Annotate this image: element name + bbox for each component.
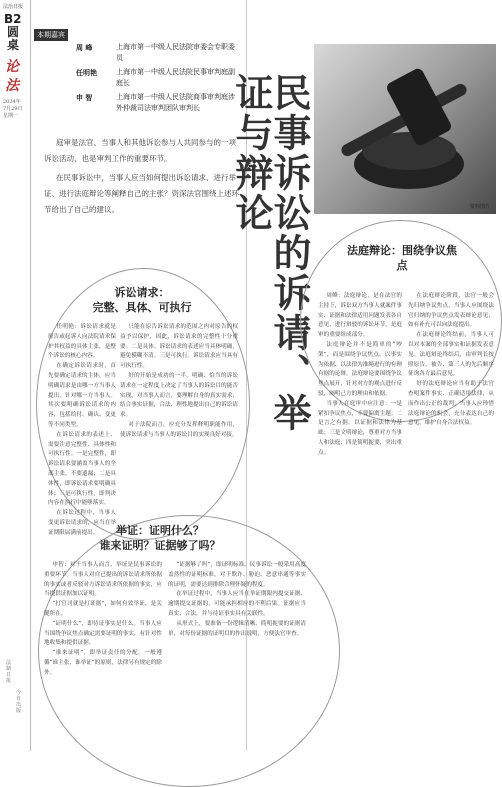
- guest-desc: 上海市第一中级人民法院民事审判庭副庭长: [116, 68, 235, 87]
- paragraph: 在确定诉讼请求时，首先要确定请求的主体，应当明确请求是由哪一方当事人提出，针对哪一方当事人。其次要明确诉讼请求的内容，包括给付、确认、变更等不同类型。: [48, 363, 116, 428]
- date-day: 7月29日: [3, 106, 23, 112]
- heading-line: 诉讼请求：: [114, 286, 170, 299]
- guest-desc: 上海市第一中级人民法院商事审判庭涉外仲裁司法审判团队审判长: [116, 93, 235, 112]
- heading-line: 完整、具体、可执行: [92, 301, 192, 314]
- intro-paragraph: 在民事诉讼中，当事人应当如何提出诉讼请求、进行举证、进行法庭辩论等阐释自己的主张？资深法官围绕上述环节给出了自己的建议。: [44, 173, 239, 214]
- paragraph: 当事人在庭审中应注意：一是紧扣争议焦点，不要偏离主题；二是言之有据，以证据和法律为基础；三是文明辩论，尊重对方当事人和法庭；四是简明扼要，突出重点。: [318, 400, 402, 456]
- paragraph: 对于法院而言，应充分发挥释明职能作用，使诉讼请求与当事人的诉讼目的实现良好对接。: [120, 421, 238, 438]
- date-year: 2024年: [3, 99, 21, 105]
- guest-desc: 上海市第一中级人民法院审委会专职委员: [116, 43, 235, 62]
- paragraph: 在法庭辩论终结前，当事人可以对本案的全部事实和证据发表意见。法庭辩论终结后，由审判长按照原告、被告、第三人的先后顺序征询各方最后意见。: [408, 332, 494, 378]
- side-note: 法制日报: [6, 660, 12, 684]
- paragraph: 从形式上，要准备一份逻辑清晰、简明扼要的证据清单，对每份证据的证明目的作出说明，方便法官审查。: [168, 620, 306, 637]
- paragraph: 任明艳：诉讼请求就是原告或起诉人向法院请求保护其权益的具体主张，是整个诉讼的核心内容。: [48, 324, 116, 360]
- intro-paragraph: 庭审是法官、当事人和其他诉讼参与人共同参与的一项诉讼活动，也是审判工作的重要环节。: [44, 138, 236, 163]
- paragraph: “证明什么”，即待证事实是什么。当事人应当围绕争议焦点确定需要证明的事实，有针对性地收集和提供证据。: [44, 620, 162, 647]
- guest-name: 周 峰: [76, 43, 93, 52]
- paragraph: 在诉讼请求的表述上，需要注意完整性、具体性和可执行性。一是完整性，即诉讼请求要涵盖当事人的全部主张，不要遗漏；二是具体性，即诉讼请求要明确具体；三是可执行性，即判决内容在执行中能够落实。: [48, 431, 116, 507]
- heading-line: 举证：证明什么？: [116, 524, 204, 537]
- article-column: [120, 323, 238, 523]
- section-heading-debate: 法庭辩论：围绕争议焦点: [347, 244, 457, 272]
- paper-name: 法治日报: [3, 4, 24, 10]
- intro-text: [44, 135, 239, 221]
- paragraph: 只能在原告诉讼请求的范围之内对原告的权益予以保护，因此，诉讼请求的完整性十分重要。二是具体。诉讼请求的表述应当具体明确，避免模糊不清。三是可执行。诉讼请求应当具有可执行性。: [120, 324, 238, 370]
- guest-name: 申 智: [76, 93, 93, 102]
- article-column: [44, 561, 162, 741]
- section-heading-claims: [72, 285, 212, 315]
- paragraph: 好的法庭辩论应当有助于法官查明案件事实、正确适用法律，从而作出公正的裁判。当事人应珍惜法庭辩论的机会，充分表达自己的意见，维护自身合法权益。: [408, 381, 494, 427]
- section-name: 圆桌: [7, 25, 20, 52]
- article-column: [168, 561, 306, 741]
- page-number: B2: [4, 12, 22, 26]
- guests-title: 本期嘉宾: [34, 29, 68, 41]
- gavel-photo: [314, 44, 496, 214]
- paragraph: “打官司就是打证据”，如何有效举证，是关键所在。: [44, 601, 162, 617]
- guest-name: 任明艳: [76, 68, 97, 77]
- left-rail: [0, 0, 31, 751]
- article-column: [408, 292, 494, 740]
- column-name: 论法: [5, 59, 19, 94]
- guests-box: [34, 22, 244, 122]
- photo-caption: 资料图片: [469, 204, 490, 210]
- page-title: 民事诉讼的诉请、举证与辩论: [229, 73, 311, 433]
- heading-line: 谁来证明？证据够了吗？: [99, 539, 221, 552]
- paragraph: 周峰：法庭辩论，是在法官的主持下，诉讼双方当事人就案件事实、证据和法律适用问题发表各自意见、进行辩驳的诉讼环节，是庭审的重要组成部分。: [318, 293, 402, 339]
- paragraph: 法庭辩论并不是简单的“吵架”，而是围绕争议焦点、以事实为依据、以法律为准绳进行的有理有据的论辩。法庭辩论要围绕争议焦点展开，针对对方的观点进行反驳，阐明己方的理由和依据。: [318, 341, 402, 397]
- paragraph: 在举证过程中，当事人应当在举证期限内提交证据，逾期提交证据的，可能承担相应的不利后果。证据应当真实、合法，并与待证事实具有关联性。: [168, 591, 306, 617]
- section-heading-evidence: [60, 523, 260, 553]
- paragraph: “证据够了吗”，即证明标准。民事诉讼一般采用高度盖然性的证明标准，对于欺诈、胁迫、恶意串通等事实的证明，需要达到排除合理怀疑的程度。: [168, 562, 306, 588]
- article-column: [48, 323, 116, 536]
- issue-date: [3, 99, 29, 120]
- side-note-2: 今日出版: [16, 690, 22, 714]
- article-column: [318, 292, 402, 740]
- paragraph: 在诉讼过程中，当事人变更诉讼请求的，应当在举证期限届满前提出。: [48, 510, 116, 536]
- paragraph: 好的开始是成功的一半，明确、恰当的诉讼请求在一定程度上决定了当事人的诉讼目的能否实现。对当事人而言，要理解自身的真实需求，结合事实证据，合法、理性地提出自己的诉讼请求。: [120, 372, 238, 419]
- paragraph: 申智：对于当事人而言，举证是民事诉讼的重要环节。当事人对自己提出的诉讼请求所依据的事实或者反驳对方诉讼请求所依据的事实，应当提供证据加以证明。: [44, 562, 162, 598]
- date-weekday: 星期一: [3, 113, 19, 119]
- paragraph: 在法庭辩论阶段，法官一般会先归纳争议焦点，当事人应围绕法官归纳的争议焦点发表辩论意见，如有补充可以向法庭提出。: [408, 293, 494, 329]
- paragraph: “谁来证明”，即举证责任的分配。一般遵循“谁主张，谁举证”的原则，法律另有规定的除外。: [44, 650, 162, 676]
